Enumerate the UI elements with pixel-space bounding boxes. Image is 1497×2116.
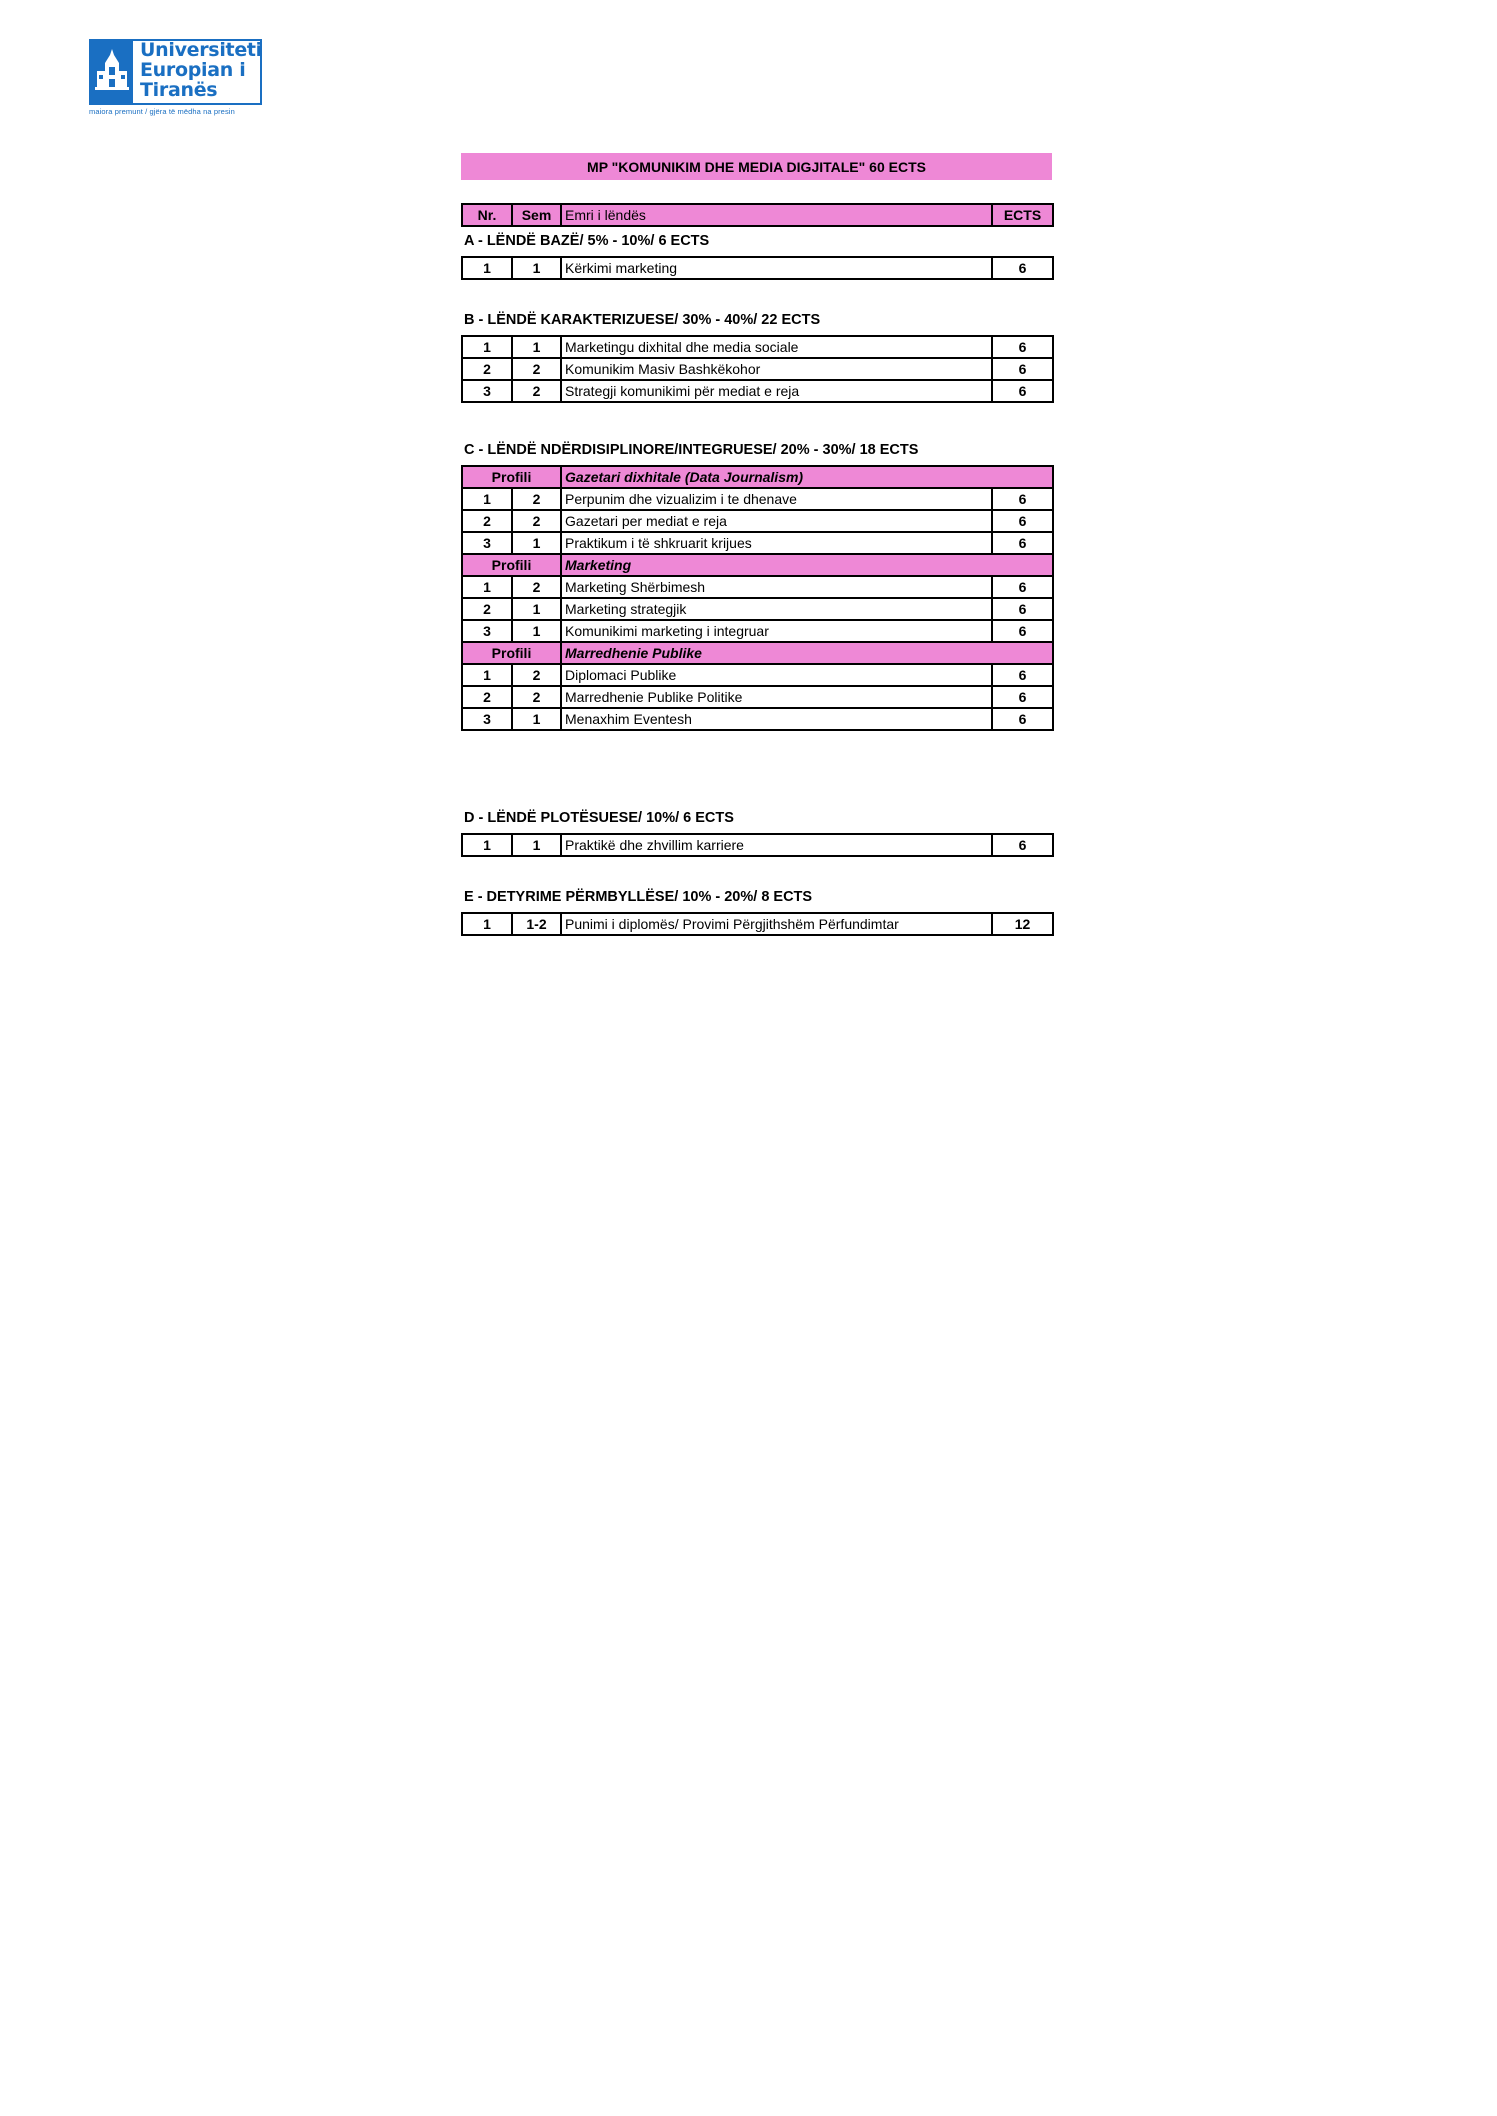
profile-name: Marredhenie Publike	[561, 642, 1053, 664]
header-name: Emri i lëndës	[561, 204, 992, 226]
row-ects: 12	[992, 913, 1053, 935]
row-sem: 1-2	[512, 913, 561, 935]
row-course-name: Menaxhim Eventesh	[561, 708, 992, 730]
column-header-table	[461, 203, 1054, 227]
row-nr: 3	[462, 620, 512, 642]
row-nr: 3	[462, 380, 512, 402]
row-ects: 6	[992, 620, 1053, 642]
table-row	[462, 510, 1053, 532]
row-course-name: Perpunim dhe vizualizim i te dhenave	[561, 488, 992, 510]
row-ects: 6	[992, 708, 1053, 730]
profile-row	[462, 466, 1053, 488]
row-course-name: Komunikim Masiv Bashkëkohor	[561, 358, 992, 380]
row-nr: 2	[462, 686, 512, 708]
row-sem: 1	[512, 336, 561, 358]
section-e-table	[461, 912, 1054, 936]
table-row	[462, 488, 1053, 510]
row-nr: 2	[462, 358, 512, 380]
logo-line-2: Europian i	[140, 59, 246, 81]
row-sem: 2	[512, 358, 561, 380]
section-c-table	[461, 465, 1054, 731]
logo-line-1: Universiteti	[140, 39, 262, 61]
row-sem: 2	[512, 510, 561, 532]
header-sem: Sem	[512, 204, 561, 226]
table-row	[462, 532, 1053, 554]
table-row	[462, 576, 1053, 598]
section-d-title: D - LËNDË PLOTËSUESE/ 10%/ 6 ECTS	[464, 810, 734, 826]
university-logo	[89, 39, 267, 117]
logo-line-3: Tiranës	[140, 79, 218, 101]
section-b-title: B - LËNDË KARAKTERIZUESE/ 30% - 40%/ 22 ECTS	[464, 312, 821, 328]
section-b-table	[461, 335, 1054, 403]
logo-tagline: maiora premunt / gjëra të mëdha na presin	[89, 107, 235, 116]
row-sem: 1	[512, 598, 561, 620]
table-row	[462, 257, 1053, 279]
row-course-name: Gazetari per mediat e reja	[561, 510, 992, 532]
row-course-name: Kërkimi marketing	[561, 257, 992, 279]
row-ects: 6	[992, 510, 1053, 532]
row-nr: 2	[462, 510, 512, 532]
row-nr: 1	[462, 257, 512, 279]
table-row	[462, 913, 1053, 935]
row-nr: 1	[462, 664, 512, 686]
profile-label: Profili	[462, 554, 561, 576]
profile-row	[462, 642, 1053, 664]
row-sem: 1	[512, 257, 561, 279]
row-sem: 1	[512, 620, 561, 642]
section-d-table	[461, 833, 1054, 857]
profile-label: Profili	[462, 642, 561, 664]
building-emblem-icon	[91, 41, 133, 103]
row-nr: 1	[462, 336, 512, 358]
row-course-name: Marketing strategjik	[561, 598, 992, 620]
row-sem: 2	[512, 576, 561, 598]
row-nr: 1	[462, 913, 512, 935]
row-ects: 6	[992, 686, 1053, 708]
row-course-name: Marketingu dixhital dhe media sociale	[561, 336, 992, 358]
row-nr: 3	[462, 532, 512, 554]
row-course-name: Punimi i diplomës/ Provimi Përgjithshëm Përfundimtar	[561, 913, 992, 935]
row-sem: 2	[512, 488, 561, 510]
row-nr: 3	[462, 708, 512, 730]
section-a-title: A - LËNDË BAZË/ 5% - 10%/ 6 ECTS	[464, 233, 710, 249]
table-row	[462, 708, 1053, 730]
page-title: MP "KOMUNIKIM DHE MEDIA DIGJITALE" 60 ECTS	[461, 153, 1052, 180]
row-ects: 6	[992, 834, 1053, 856]
section-e-title: E - DETYRIME PËRMBYLLËSE/ 10% - 20%/ 8 ECTS	[464, 889, 813, 905]
table-row	[462, 664, 1053, 686]
row-sem: 2	[512, 664, 561, 686]
row-sem: 1	[512, 834, 561, 856]
table-row	[462, 358, 1053, 380]
row-sem: 1	[512, 708, 561, 730]
row-nr: 1	[462, 576, 512, 598]
table-row	[462, 834, 1053, 856]
profile-name: Gazetari dixhitale (Data Journalism)	[561, 466, 1053, 488]
row-course-name: Komunikimi marketing i integruar	[561, 620, 992, 642]
row-course-name: Strategji komunikimi për mediat e reja	[561, 380, 992, 402]
table-row	[462, 336, 1053, 358]
row-ects: 6	[992, 576, 1053, 598]
row-sem: 1	[512, 532, 561, 554]
row-course-name: Praktikum i të shkruarit krijues	[561, 532, 992, 554]
row-ects: 6	[992, 380, 1053, 402]
table-row	[462, 380, 1053, 402]
column-header-row	[462, 204, 1053, 226]
row-course-name: Marredhenie Publike Politike	[561, 686, 992, 708]
row-sem: 2	[512, 380, 561, 402]
section-c-title: C - LËNDË NDËRDISIPLINORE/INTEGRUESE/ 20% - 30%/ 18 ECTS	[464, 442, 919, 458]
section-a-table	[461, 256, 1054, 280]
profile-label: Profili	[462, 466, 561, 488]
row-course-name: Marketing Shërbimesh	[561, 576, 992, 598]
table-row	[462, 620, 1053, 642]
profile-name: Marketing	[561, 554, 1053, 576]
row-ects: 6	[992, 257, 1053, 279]
row-ects: 6	[992, 598, 1053, 620]
row-nr: 1	[462, 834, 512, 856]
row-ects: 6	[992, 488, 1053, 510]
row-nr: 1	[462, 488, 512, 510]
row-course-name: Praktikë dhe zhvillim karriere	[561, 834, 992, 856]
profile-row	[462, 554, 1053, 576]
row-sem: 2	[512, 686, 561, 708]
row-nr: 2	[462, 598, 512, 620]
table-row	[462, 598, 1053, 620]
table-row	[462, 686, 1053, 708]
row-course-name: Diplomaci Publike	[561, 664, 992, 686]
row-ects: 6	[992, 336, 1053, 358]
header-ects: ECTS	[992, 204, 1053, 226]
row-ects: 6	[992, 532, 1053, 554]
header-nr: Nr.	[462, 204, 512, 226]
row-ects: 6	[992, 664, 1053, 686]
row-ects: 6	[992, 358, 1053, 380]
logo-wordmark	[140, 40, 262, 100]
